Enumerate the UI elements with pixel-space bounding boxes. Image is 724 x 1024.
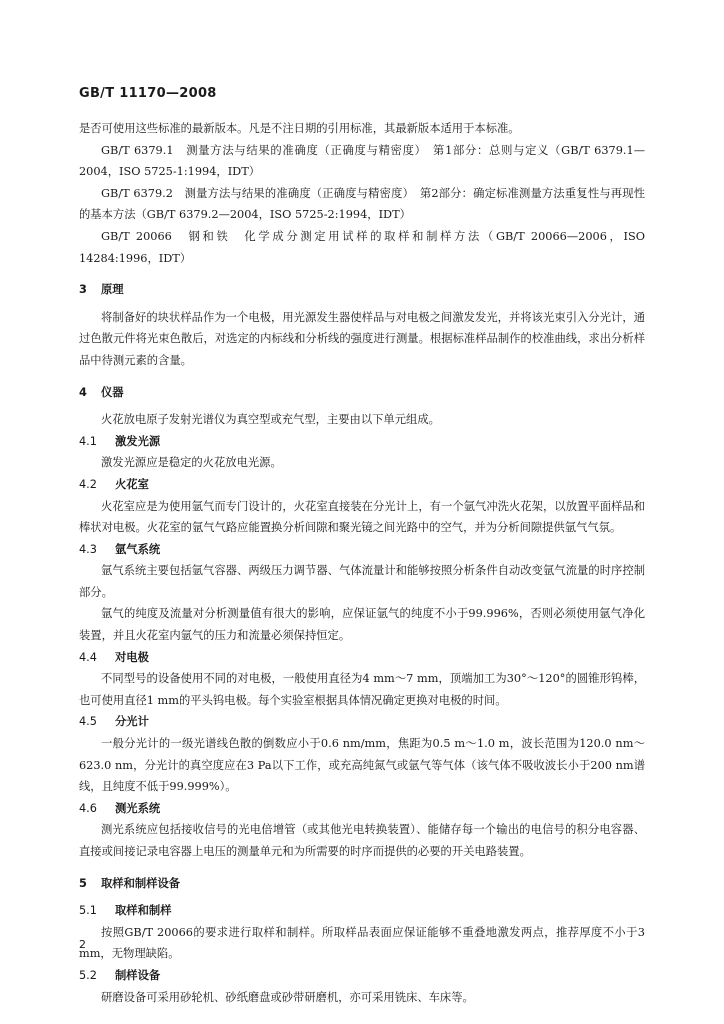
page-content <box>79 118 645 1008</box>
section-number: 5 <box>79 876 87 890</box>
preparation-equipment-paragraph: 研磨设备可采用砂轮机、砂纸磨盘或砂带研磨机，亦可采用铣床、车床等。 <box>101 990 474 1004</box>
reference-item: GB/T 6379.1 测量方法与结果的准确度（正确度与精密度） 第1部分：总则与定义（GB/T 6379.1—2004，ISO 5725-1:1994，IDT） <box>79 143 645 179</box>
section-number: 4 <box>79 385 87 399</box>
subsection-number: 4.3 <box>79 542 97 556</box>
subsection-title: 取样和制样 <box>115 904 172 918</box>
argon-system-paragraph: 氩气系统主要包括氩气容器、两级压力调节器、气体流量计和能够按照分析条件自动改变氩气流量的时序控制部分。 <box>79 564 645 599</box>
subsection-title: 火花室 <box>115 477 149 491</box>
subsection-number: 5.1 <box>79 904 97 918</box>
reference-item: GB/T 20066 钢和铁 化学成分测定用试样的取样和制样方法（GB/T 20066—2006，ISO 14284:1996，IDT） <box>79 229 645 265</box>
subsection-heading-counter-electrode <box>79 647 645 669</box>
excitation-source-paragraph: 激发光源应是稳定的火花放电光源。 <box>101 456 282 470</box>
subsection-heading-sampling <box>79 900 645 922</box>
subsection-heading-argon-system <box>79 539 645 561</box>
section-heading-principle <box>79 279 645 301</box>
section-title: 原理 <box>101 283 124 297</box>
reference-item: GB/T 6379.2 测量方法与结果的准确度（正确度与精密度） 第2部分：确定标准测量方法重复性与再现性的基本方法（GB/T 6379.2—2004，ISO 5725-2:1994，IDT） <box>79 186 645 222</box>
instrument-paragraph: 火花放电原子发射光谱仪为真空型或充气型，主要由以下单元组成。 <box>101 413 440 427</box>
spark-chamber-paragraph: 火花室应是为使用氩气而专门设计的，火花室直接装在分光计上，有一个氩气冲洗火花架，以放置平面样品和棒状对电极。火花室的氩气气路应能置换分析间隙和聚光镜之间光路中的空气，并为分析间隙提供氩气气氛。 <box>79 499 645 535</box>
subsection-number: 4.1 <box>79 434 97 448</box>
section-heading-instrument <box>79 382 645 404</box>
section-title: 取样和制样设备 <box>101 876 181 890</box>
subsection-heading-photometric-system <box>79 798 645 820</box>
subsection-title: 氩气系统 <box>115 542 161 556</box>
section-number: 3 <box>79 283 87 297</box>
standard-code-header: GB/T 11170—2008 <box>79 86 217 101</box>
subsection-number: 4.6 <box>79 801 97 815</box>
subsection-title: 制样设备 <box>115 968 161 982</box>
photometric-system-paragraph: 测光系统应包括接收信号的光电倍增管（或其他光电转换装置）、能储存每一个输出的电信号的积分电容器、直接或间接记录电容器上电压的测量单元和为所需要的时序而提供的必要的开关电路装置。 <box>79 823 645 858</box>
principle-paragraph: 将制备好的块状样品作为一个电极，用光源发生器使样品与对电极之间激发发光，并将该光束引入分光计，通过色散元件将光束色散后，对选定的内标线和分析线的强度进行测量。根据标准样品制作的校准曲线，求出分析样品中待测元素的含量。 <box>79 310 645 367</box>
counter-electrode-paragraph: 不同型号的设备使用不同的对电极，一般使用直径为4 mm～7 mm，顶端加工为30°～120°的圆锥形钨棒，也可使用直径1 mm的平头钨电极。每个实验室根据具体情况确定更换对电极的时间。 <box>79 672 645 707</box>
subsection-heading-spark-chamber <box>79 474 645 496</box>
page-number: 2 <box>79 938 86 951</box>
sampling-paragraph: 按照GB/T 20066的要求进行取样和制样。所取样品表面应保证能够不重叠地激发两点，推荐厚度不小于3 mm，无物理缺陷。 <box>79 925 645 961</box>
subsection-title: 测光系统 <box>115 801 161 815</box>
subsection-title: 激发光源 <box>115 434 161 448</box>
subsection-heading-excitation-source <box>79 431 645 453</box>
subsection-number: 4.5 <box>79 715 97 729</box>
continued-paragraph: 是否可使用这些标准的最新版本。凡是不注日期的引用标准，其最新版本适用于本标准。 <box>79 122 520 135</box>
spectrometer-paragraph: 一般分光计的一级光谱线色散的倒数应小于0.6 nm/mm，焦距为0.5 m～1.0 m，波长范围为120.0 nm～623.0 nm，分光计的真空度应在3 Pa以下工作，或充高纯氮气或氩气等气体（该气体不吸收波长小于200 nm谱线，且纯度不低于99.999%）。 <box>79 737 645 794</box>
subsection-number: 4.4 <box>79 650 97 664</box>
subsection-heading-spectrometer <box>79 711 645 733</box>
subsection-heading-preparation-equipment <box>79 965 645 987</box>
subsection-title: 分光计 <box>115 715 149 729</box>
subsection-title: 对电极 <box>115 650 149 664</box>
subsection-number: 4.2 <box>79 477 97 491</box>
subsection-number: 5.2 <box>79 968 97 982</box>
argon-purity-paragraph: 氩气的纯度及流量对分析测量值有很大的影响，应保证氩气的纯度不小于99.996%，否则必须使用氩气净化装置，并且火花室内氩气的压力和流量必须保持恒定。 <box>79 607 645 643</box>
section-heading-sampling-equipment <box>79 873 645 895</box>
section-title: 仪器 <box>101 385 124 399</box>
